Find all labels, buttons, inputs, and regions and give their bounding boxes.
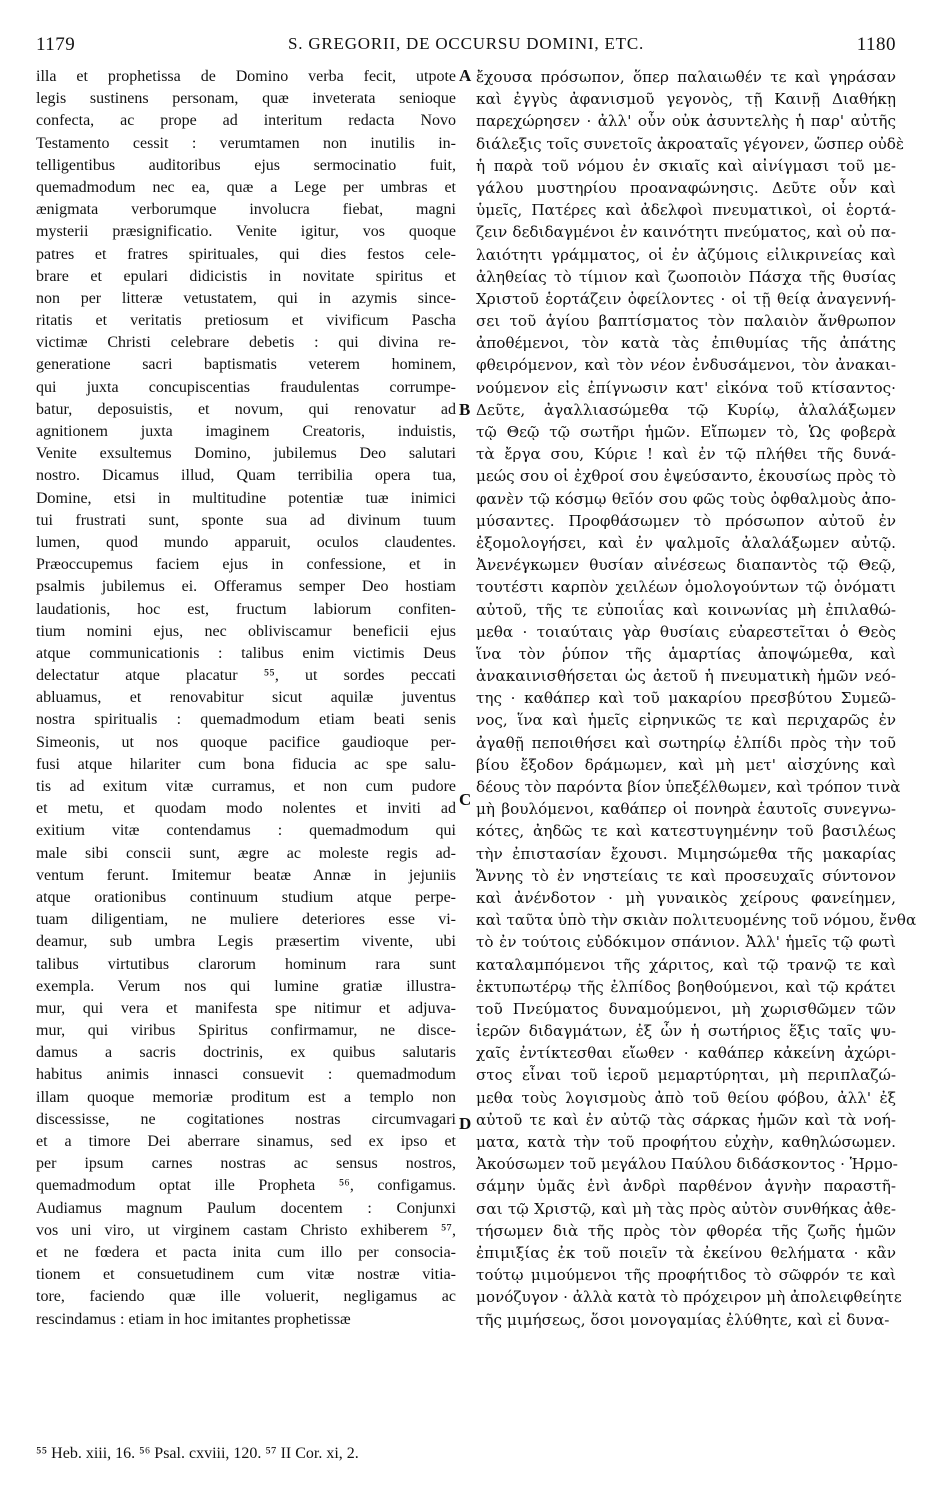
text-line: δέους τὸν παρόντα βίον ὑπεξέλθωμεν, καὶ τρόπον τινὰ [476,778,901,796]
text-line: αὐτοῦ τε καὶ ἐν αὐτῷ τὰς σάρκας ἡμῶν καὶ τὰ νοή- [476,1110,896,1129]
text-line: ἵνα τὸν ῥύπον τῆς ἁμαρτίας ἀποψώμεθα, καὶ [476,644,896,663]
text-line: σαι τῷ Χριστῷ, καὶ μὴ τὰς πρὸς αὐτὸν συνθήκας ἀθε- [476,1199,896,1218]
text-line: batur, deposuistis, et novum, qui renovatur ad [36,400,456,418]
text-line: ἡ παρὰ τοῦ νόμου ἐν σκιαῖς καὶ αἰνίγμασι τοῦ με- [476,156,896,175]
text-line: Ἀνενέγκωμεν θυσίαν αἰνέσεως διαπαντὸς τῷ Θεῷ, [476,556,896,575]
text-line: μεθα τοὺς λογισμοὺς ἀπὸ τοῦ θείου φόβου, ἀλλ' ἐξ [476,1088,896,1107]
text-line: damus a sacris doctrinis, ex quibus salutaris [36,1044,456,1062]
text-line: abluamus, et renovabitur sicut aquilæ juventus [36,689,456,707]
text-line: μονόζυγον · ἀλλὰ κατὰ τὸ πρόχειρον μὴ ἀπολειφθείητε [476,1288,902,1307]
text-line: generatione sacri baptismatis veterem hominem, [36,356,456,374]
text-line: ἀνακαινισθήσεται ὡς ἀετοῦ ἡ πνευματικὴ ἡμῶν νεό- [476,667,896,686]
text-line: λαιότητι γράμματος, οἱ ἐν ἀζύμοις εἰλικρινείας καὶ [476,245,896,264]
latin-column [36,66,456,1331]
text-line: non per litteræ vetustatem, qui in azymis since- [36,289,456,307]
text-line: qui juxta concupiscentias fraudulentas corrumpe- [36,378,456,396]
text-line: αὐτοῦ, τῆς τε εὐποιΐας καὶ κοινωνίας μὴ ἐπιλαθώ- [476,600,896,619]
text-line: ἱερῶν διδαγμάτων, ἐξ ὧν ἡ σωτήριος ἕξις ταῖς ψυ- [476,1022,896,1041]
text-line: exitium vitæ contendamus : quemadmodum qui [36,822,456,840]
text-line: χαῖς ἐντίκτεσθαι εἴωθεν · καθάπερ κἀκείνη ἀχώρι- [476,1044,896,1063]
text-line: laudationis, hoc est, fructum labiorum confiten- [36,600,456,618]
text-line: νούμενον εἰς ἐπίγνωσιν κατ' εἰκόνα τοῦ κτίσαντος· [476,378,896,397]
text-line: et a timore Dei aberrare sinamus, sed ex ipso et [36,1133,456,1150]
text-line: nostra spiritualis : quemadmodum etiam beati senis [36,711,456,729]
text-line: lumen, quod mundo apparuit, oculos claudentes. [36,533,456,551]
text-line: κότες, ἀηδῶς τε καὶ κατεστυγημένην τοῦ βασιλέως [476,822,896,841]
text-line: victimæ Christi celebrare debetis : qui divina re- [36,334,456,352]
text-line: τὴν ἐπιστασίαν ἔχουσι. Μιμησώμεθα τῆς μακαρίας [476,844,896,863]
text-line: mysterii præsignificatio. Venite igitur, vos quoque [36,223,456,241]
text-line: atque orationibus continuum studium atque perpe- [36,888,456,906]
text-line: illa et prophetissa de Domino verba fecit, utpote [36,68,456,85]
text-line: τουτέστι καρπὸν χειλέων ὁμολογούντων τῷ ὀνόματι [476,578,896,597]
text-line: τῆς μιμήσεως, ὅσοι μονογαμίας ἐλύθητε, καὶ εἰ δυνα- [476,1310,890,1329]
text-line: καὶ ἐγγὺς ἀφανισμοῦ γεγονὸς, τῇ Καινῇ Διαθήκῃ [476,90,896,109]
text-line: καταλαμπόμενοι τῆς χάριτος, καὶ τῷ τρανῷ τε καὶ [476,955,896,974]
text-line: delectatur atque placatur ⁵⁵, ut sordes peccati [36,667,456,685]
text-line: σάμην ὑμᾶς ἑνὶ ἀνδρὶ παρθένον ἁγνὴν παραστῆ- [476,1177,896,1196]
text-line: ventum ferunt. Imitemur beatæ Annæ in jejuniis [36,866,456,884]
running-title: S. GREGORII, DE OCCURSU DOMINI, ETC. [287,34,645,53]
text-line: ἐπιμιξίας ἐκ τοῦ ποιεῖν τὰ ἐκείνου θελήματα · κἂν [476,1243,896,1262]
text-line: Testamento cessit : verumtamen non inutilis in- [36,134,456,152]
text-line: fusi atque hilariter cum bona fiducia ac spe salu- [36,755,456,773]
text-line: et metu, et quodam modo nolentes et inviti ad [36,800,456,818]
text-line: ænigmata verborumque involucra fiebat, magni [36,201,456,219]
text-line: στος εἶναι τοῦ ἱεροῦ μεμαρτύρηται, μὴ περιπλαζώ- [476,1066,896,1085]
text-line: vos uni viro, ut virginem castam Christo exhiberem ⁵⁷, [36,1221,456,1239]
text-line: μεθα · τοιαύταις γὰρ θυσίαις εὐαρεστεῖται ὁ Θεὸς [476,622,896,641]
text-line: σει τοῦ ἁγίου βαπτίσματος τὸν παλαιὸν ἄνθρωπον [476,312,896,331]
text-line: καὶ ταῦτα ὑπὸ τὴν σκιὰν πολιτευομένης τοῦ νόμου, ἔνθα [476,911,917,930]
text-line: ζειν δεδιδαγμένοι ἐν καινότητι πνεύματος, καὶ οὐ πα- [476,223,896,242]
section-marker-c: C [459,790,472,809]
section-marker-b: B [459,400,471,419]
text-line: τούτῳ μιμούμενοι τῆς προφήτιδος τὸ σῶφρόν τε καὶ [476,1266,896,1285]
text-line: τὰ ἔργα σου, Κύριε ! καὶ ἐν τῷ πλήθει τῆς δυνά- [476,445,896,464]
text-line: ἀγαθῇ πεποιθήσει καὶ σωτηρίῳ ἐλπίδι πρὸς τὴν τοῦ [476,733,896,752]
text-line: ἀληθείας τὸ τίμιον καὶ ζωοποιὸν Πάσχα τῆς θυσίας [476,267,896,286]
text-line: Præoccupemus faciem ejus in confessione, et in [36,556,456,574]
text-line: quemadmodum optat ille Propheta ⁵⁶, configamus. [36,1177,456,1195]
text-line: mur, qui viribus Spiritus confirmamur, ne disce- [36,1022,456,1040]
text-line: μύσαντες. Προφθάσωμεν τὸ πρόσωπον αὐτοῦ ἐν [476,511,896,530]
text-line: atque communicationis : talibus enim victimis Deus [36,644,456,662]
text-line: brare et epulari didicistis in novitate spiritus et [36,267,456,285]
text-line: τῷ Θεῷ τῷ σωτῆρι ἡμῶν. Εἴπωμεν τὸ, Ὡς φοβερὰ [476,423,896,441]
text-line: tium nomini ejus, nec obliviscamur beneficii ejus [36,622,456,640]
text-line: ἐκτυπωτέρῳ τῆς ἐλπίδος βοηθούμενοι, καὶ τῷ κράτει [476,977,896,996]
text-line: φθειρόμενον, καὶ τὸν νέον ἐνδυσάμενοι, τὸν ἀνακαι- [476,356,896,375]
text-line: ὑμεῖς, Πατέρες καὶ ἀδελφοὶ πνευματικοὶ, οἱ ἑορτά- [476,201,896,220]
column-number-right: 1180 [856,34,896,55]
text-line: telligentibus auditoribus ejus sermocinatio fuit, [36,156,456,174]
text-line: nostro. Dicamus illud, Quam terribilia opera tua, [36,467,456,485]
text-line: tionem et consuetudinem cum vitæ nostræ vitia- [36,1266,456,1284]
text-line: tuam diligentiam, ne muliere deteriores esse vi- [36,911,456,929]
text-line: τὸ ἐν τούτοις εὐδόκιμον σπάνιον. Ἀλλ' ἡμεῖς τῷ φωτὶ [476,933,896,952]
text-line: et ne fœdera et pacta inita cum illo per consocia- [36,1243,456,1261]
text-line: per ipsum carnes nostras ac sensus nostros, [36,1155,456,1173]
text-line: μὴ βουλόμενοι, καθάπερ οἱ πονηρὰ ἑαυτοῖς συνεγνω- [476,800,896,819]
text-line: talibus virtutibus clarorum hominum rara sunt [36,955,456,973]
text-line: tui frustrati sunt, sponte sua ad divinum tuum [36,511,456,529]
text-line: γάλου μυστηρίου προαναφώνησις. Δεῦτε οὖν καὶ [476,178,896,197]
text-line: φανὲν τῷ κόσμῳ θεῖόν σου φῶς τοὺς ὀφθαλμοὺς ἀπο- [476,489,896,508]
text-line: illam quoque memoriæ proditum est a templo non [36,1088,456,1106]
text-line: tore, faciendo quæ ille voluerit, negligamus ac [36,1288,456,1306]
text-line: Venite exsultemus Domino, jubilemus Deo salutari [36,445,456,463]
text-line: discessisse, ne cogitationes nostras circumvagari [36,1110,456,1128]
text-line: τοῦ Πνεύματος δυναμούμενοι, μὴ χωρισθῶμεν τῶν [476,999,896,1018]
text-line: διάλεξις τοῖς συνετοῖς ἀκροαταῖς γέγονεν, ὥσπερ οὐδὲ [476,134,905,153]
text-line: mur, qui vera et manifesta spe nitimur et adjuva- [36,999,456,1017]
footnotes: ⁵⁵ Heb. xiii, 16. ⁵⁶ Psal. cxviii, 120. ⁵⁷ II Cor. xi, 2. [36,1445,359,1462]
text-line: patres et fratres spirituales, qui dies festos cele- [36,245,456,263]
text-line: deamur, sub umbra Legis præsertim vivente, ubi [36,933,456,951]
text-line: psalmis jubilemus ei. Offeramus semper Deo hostiam [36,578,456,596]
text-line: Ἄννης τὸ ἐν νηστείαις τε καὶ προσευχαῖς σύντονον [476,866,896,885]
text-line: rescindamus : etiam in hoc imitantes prophetissæ [36,1310,351,1328]
text-line: Domine, etsi in multitudine potentiæ tuæ inimici [36,489,456,507]
text-line: Simeonis, ut nos quoque pacifice gaudioque per- [36,733,456,751]
text-line: ritatis et veritatis pretiosum et vivificum Pascha [36,312,456,330]
text-line: agnitionem juxta imaginem Creatoris, induistis, [36,423,456,440]
text-line: male sibi conscii sunt, ægre ac moleste regis ad- [36,844,456,862]
text-line: Ἀκούσωμεν τοῦ μεγάλου Παύλου διδάσκοντος · Ἡρμο- [476,1155,898,1174]
text-line: exempla. Verum nos qui lumine gratiæ illustra- [36,977,456,995]
text-line: ἐξομολογήσει, καὶ ἐν ψαλμοῖς ἀλαλάξωμεν αὐτῷ. [476,533,896,552]
text-line: βίου ἔξοδον δράμωμεν, καὶ μὴ μετ' αἰσχύνης καὶ [476,755,896,774]
column-number-left: 1179 [36,34,76,55]
text-line: quemadmodum nec ea, quæ a Lege per umbras et [36,178,456,196]
text-line: confecta, ac prope ad interitum redacta Novo [36,112,456,130]
text-line: καὶ ἀνένδοτον · μὴ γυναικὸς χείρους φανείημεν, [476,888,896,907]
text-line: μεώς σου οἱ ἐχθροί σου ἐψεύσαντο, ἑκουσίως πρὸς τὸ [476,467,896,486]
text-line: Δεῦτε, ἀγαλλιασώμεθα τῷ Κυρίῳ, ἀλαλάξωμεν [476,400,896,419]
text-line: habitus animis innasci consuevit : quemadmodum [36,1066,456,1084]
text-line: Χριστοῦ ἑορτάζειν ὀφείλοντες · οἱ τῇ θείᾳ ἀναγεννή- [476,289,896,308]
text-line: tis ad exitum vitæ curramus, et non cum pudore [36,778,456,795]
text-line: ἀποθέμενοι, τὸν κατὰ τὰς ἐπιθυμίας τῆς ἀπάτης [476,334,896,353]
text-line: της · καθάπερ καὶ τοῦ μακαρίου πρεσβύτου Συμεῶ- [476,689,896,708]
section-marker-d: D [459,1114,472,1133]
text-line: τήσωμεν διὰ τῆς πρὸς τὸν φθορέα τῆς ζωῆς ἡμῶν [476,1221,896,1240]
greek-column [476,66,917,1331]
text-line: ματα, κατὰ τὴν τοῦ προφήτου εὐχὴν, καθηλώσωμεν. [476,1133,896,1151]
text-line: ἔχουσα πρόσωπον, ὅπερ παλαιωθέν τε καὶ γηράσαν [476,68,896,86]
text-line: legis sustinens personam, quæ inveterata senioque [36,90,456,108]
text-line: παρεχώρησεν · ἀλλ' οὖν οὐκ ἀσυντελὴς ἡ παρ' αὐτῆς [476,112,896,131]
page-header [36,34,896,60]
section-marker-a: A [459,66,472,85]
text-line: νος, ἵνα καὶ ἡμεῖς εἰρηνικῶς τε καὶ περιχαρῶς ἐν [476,711,896,730]
text-line: Audiamus magnum Paulum docentem : Conjunxi [36,1199,456,1217]
